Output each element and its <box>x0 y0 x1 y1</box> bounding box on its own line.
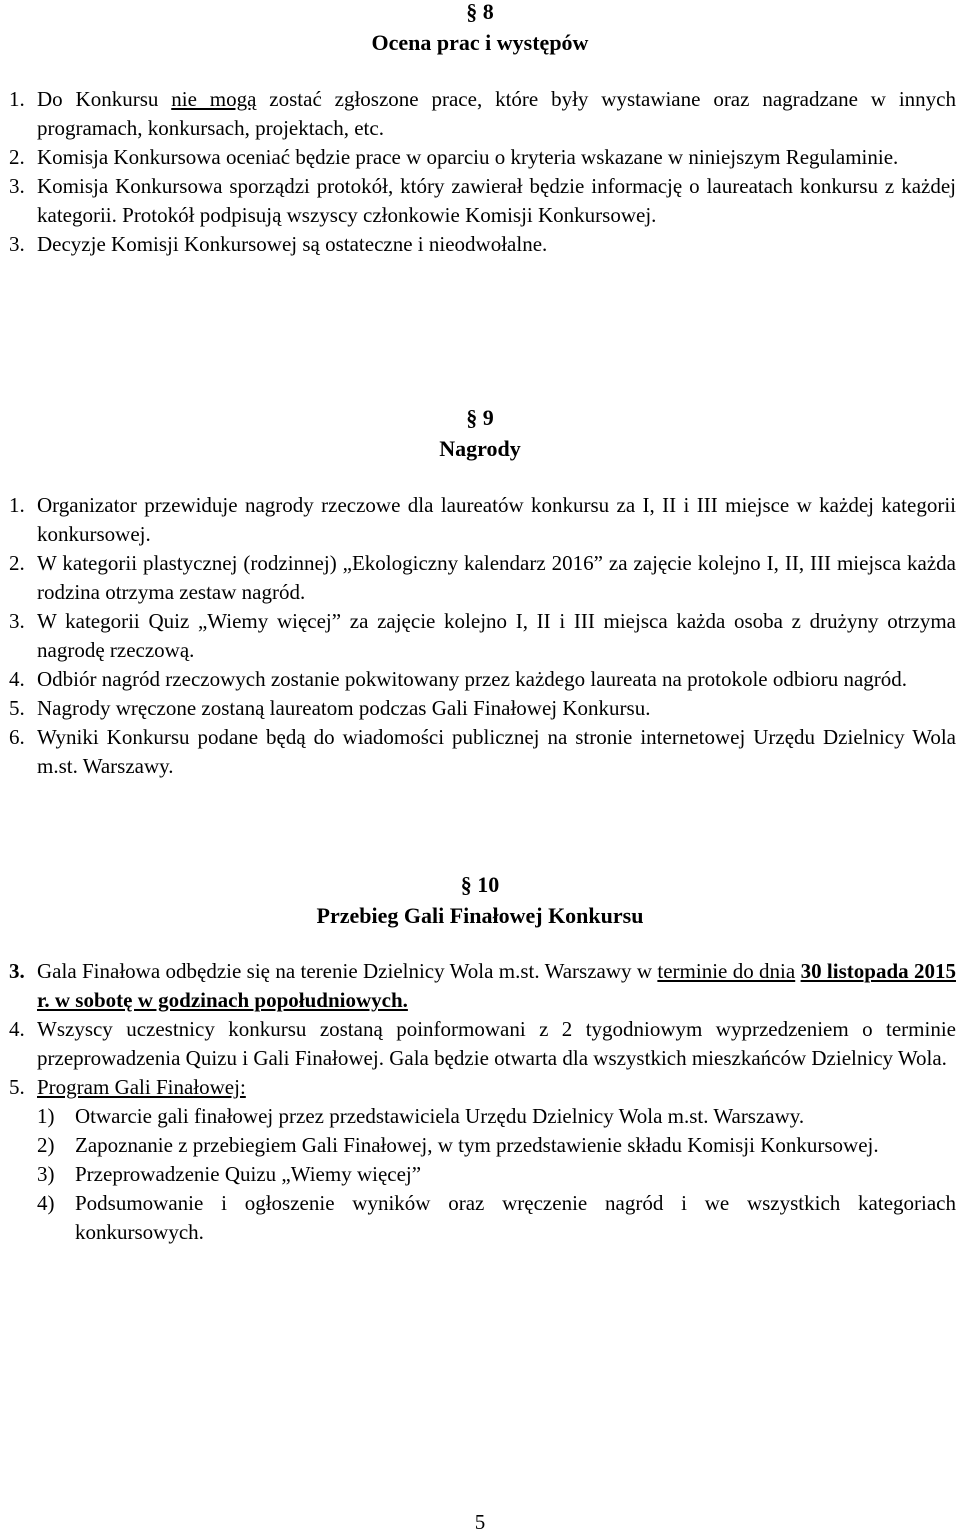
item-text: Komisja Konkursowa oceniać będzie prace w oparciu o kryteria wskazane w niniejszym Regulaminie. <box>37 145 899 169</box>
program-heading: Program Gali Finałowej: <box>37 1075 246 1099</box>
item-text: Decyzje Komisji Konkursowej są ostateczne i nieodwołalne. <box>37 232 548 256</box>
list-item <box>9 607 956 665</box>
item-text: Do Konkursu <box>37 87 172 111</box>
program-item <box>37 1131 956 1160</box>
item-text: Nagrody wręczone zostaną laureatom podczas Gali Finałowej Konkursu. <box>37 696 651 720</box>
underlined-text: nie mogą <box>171 87 257 111</box>
item-number: 5. <box>9 696 25 720</box>
item-text: Podsumowanie i ogłoszenie wyników oraz wręczenie nagród i we wszystkich kategoriach konkursowych. <box>75 1191 956 1244</box>
item-text: Organizator przewiduje nagrody rzeczowe dla laureatów konkursu za I, II i III miejsce w każdej kategorii konkursowej. <box>37 493 956 546</box>
program-item <box>37 1160 956 1189</box>
item-number: 5. <box>9 1075 25 1099</box>
item-text: Wyniki Konkursu podane będą do wiadomości publicznej na stronie internetowej Urzędu Dzielnicy Wola m.st. Warszawy. <box>37 725 956 778</box>
page-number: 5 <box>474 1510 486 1534</box>
item-number: 4) <box>37 1191 55 1215</box>
list-item <box>9 143 956 172</box>
section-8-heading <box>0 0 960 58</box>
list-item <box>9 230 956 259</box>
item-number: 4. <box>9 667 25 691</box>
item-number: 3. <box>9 959 25 983</box>
section-8-list <box>9 85 956 259</box>
item-text: Odbiór nagród rzeczowych zostanie pokwitowany przez każdego laureata na protokole odbioru nagród. <box>37 667 908 691</box>
item-text: W kategorii Quiz „Wiemy więcej” za zajęcie kolejno I, II i III miejsca każda osoba z drużyny otrzyma nagrodę rzeczową. <box>37 609 956 662</box>
section-10-heading <box>0 869 960 931</box>
item-number: 1. <box>9 493 25 517</box>
item-text: Gala Finałowa odbędzie się na terenie Dzielnicy Wola m.st. Warszawy w <box>37 959 658 983</box>
list-item <box>9 1015 956 1073</box>
item-text: Komisja Konkursowa sporządzi protokół, który zawierał będzie informację o laureatach konkursu z każdej kategorii. Protokół podpisują wszyscy członkowie Komisji Konkursowej. <box>37 174 956 227</box>
list-item <box>9 1073 956 1247</box>
item-text: Przeprowadzenie Quizu „Wiemy więcej” <box>75 1162 422 1186</box>
section-10-title: Przebieg Gali Finałowej Konkursu <box>316 903 644 928</box>
item-text: zostać zgłoszone prace, które były wystawiane oraz nagradzane w innych programach, konkursach, projektach, etc. <box>37 87 956 140</box>
item-number: 2) <box>37 1133 55 1157</box>
section-10-number: § 10 <box>460 872 500 897</box>
item-text: Zapoznanie z przebiegiem Gali Finałowej, w tym przedstawienie składu Komisji Konkursowej. <box>75 1133 879 1157</box>
list-item <box>9 549 956 607</box>
item-number: 2. <box>9 551 25 575</box>
program-list <box>37 1102 956 1247</box>
list-item <box>9 665 956 694</box>
section-9-number: § 9 <box>466 405 494 430</box>
item-number: 3. <box>9 174 25 198</box>
section-8-number: § 8 <box>466 0 494 24</box>
item-number: 3. <box>9 609 25 633</box>
item-number: 1) <box>37 1104 55 1128</box>
item-number: 2. <box>9 145 25 169</box>
underlined-text: terminie do dnia <box>657 959 796 983</box>
section-10-list <box>9 957 956 1247</box>
section-9-title: Nagrody <box>439 436 521 461</box>
section-8-title: Ocena prac i występów <box>371 30 589 55</box>
item-number: 4. <box>9 1017 25 1041</box>
item-text: Otwarcie gali finałowej przez przedstawiciela Urzędu Dzielnicy Wola m.st. Warszawy. <box>75 1104 805 1128</box>
item-number: 3) <box>37 1162 55 1186</box>
item-number: 1. <box>9 87 25 111</box>
section-9-list <box>9 491 956 781</box>
section-9-heading <box>0 402 960 464</box>
list-item <box>9 85 956 143</box>
program-item <box>37 1102 956 1131</box>
list-item <box>9 172 956 230</box>
gala-date-text: 30 listopada 2015 r. w sobotę w godzinach popołudniowych. <box>37 959 956 1012</box>
list-item <box>9 723 956 781</box>
item-number: 6. <box>9 725 25 749</box>
item-text: Wszyscy uczestnicy konkursu zostaną poinformowani z 2 tygodniowym wyprzedzeniem o terminie przeprowadzenia Quizu i Gali Finałowej. Gala będzie otwarta dla wszystkich mieszkańców Dzielnicy Wola. <box>37 1017 956 1070</box>
program-item <box>37 1189 956 1247</box>
list-item <box>9 491 956 549</box>
list-item <box>9 957 956 1015</box>
item-number: 3. <box>9 232 25 256</box>
list-item <box>9 694 956 723</box>
item-text: W kategorii plastycznej (rodzinnej) „Ekologiczny kalendarz 2016” za zajęcie kolejno I, II, III miejsca każda rodzina otrzyma zestaw nagród. <box>37 551 956 604</box>
